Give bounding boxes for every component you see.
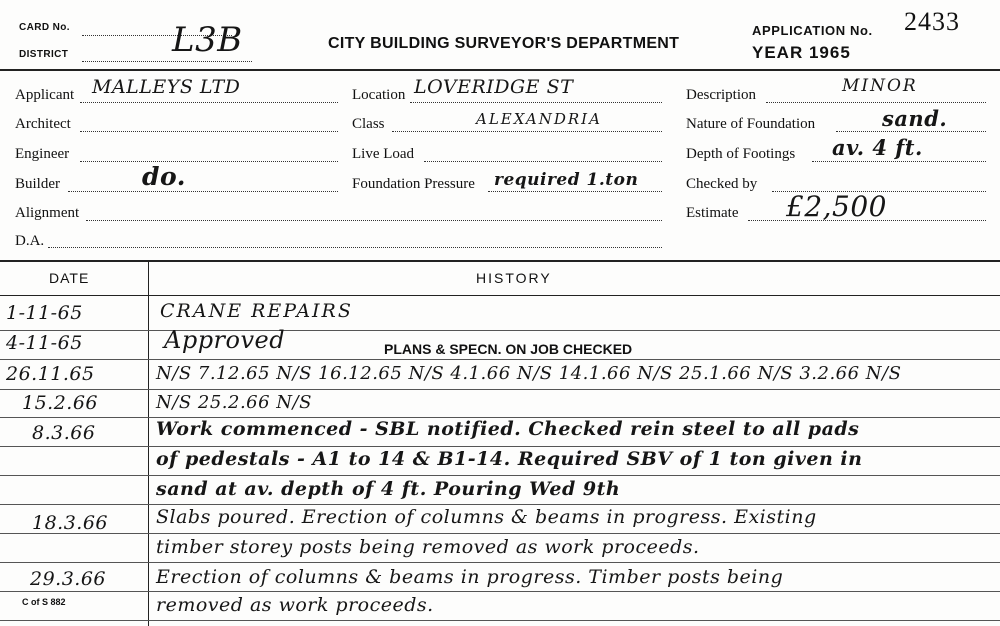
ruled-line xyxy=(0,533,1000,534)
header-divider xyxy=(0,69,1000,71)
year-label: YEAR 1965 xyxy=(752,43,851,62)
history-entry-text: N/S 7.12.65 N/S 16.12.65 N/S 4.1.66 N/S 14.1.66 N/S 25.1.66 N/S 3.2.66 N/S xyxy=(156,363,902,384)
class-value: ALEXANDRIA xyxy=(476,110,602,128)
form-code: C of S 882 xyxy=(22,597,66,607)
ruled-line xyxy=(0,330,1000,331)
history-entry-text: Work commenced - SBL notified. Checked rein steel to all pads xyxy=(156,418,860,440)
ruled-line xyxy=(0,359,1000,360)
ruled-line xyxy=(0,389,1000,390)
card-no-label: CARD No. xyxy=(19,22,70,33)
history-entry-text: N/S 25.2.66 N/S xyxy=(156,392,312,413)
history-date: 15.2.66 xyxy=(22,392,99,414)
applicant-line xyxy=(80,102,338,103)
depth-of-footings-line xyxy=(812,161,986,162)
ruled-line xyxy=(0,446,1000,447)
district-label: DISTRICT xyxy=(19,49,69,60)
checked-by-label: Checked by xyxy=(686,176,758,192)
history-date: 1-11-65 xyxy=(6,302,83,324)
description-label: Description xyxy=(686,87,756,103)
location-label: Location xyxy=(352,87,406,103)
description-line xyxy=(766,102,986,103)
history-date: 26.11.65 xyxy=(6,363,95,385)
applicant-value: MALLEYS LTD xyxy=(92,76,241,98)
history-entry-text: Erection of columns & beams in progress. Timber posts being xyxy=(156,566,784,588)
ruled-line xyxy=(0,475,1000,476)
da-label: D.A. xyxy=(15,233,45,249)
location-value: LOVERIDGE ST xyxy=(414,76,574,98)
builder-label: Builder xyxy=(15,176,60,192)
builder-line xyxy=(68,191,338,192)
history-entry-text: of pedestals - A1 to 14 & B1-14. Required SBV of 1 ton given in xyxy=(156,448,863,470)
history-header-rule xyxy=(0,295,1000,296)
plans-checked-stamp: PLANS & SPECN. ON JOB CHECKED xyxy=(384,341,633,357)
history-entry-text: sand at av. depth of 4 ft. Pouring Wed 9th xyxy=(156,478,621,500)
architect-label: Architect xyxy=(15,116,71,132)
history-date: 18.3.66 xyxy=(32,512,109,534)
history-entry-text: removed as work proceeds. xyxy=(156,594,434,616)
applicant-label: Applicant xyxy=(15,87,75,103)
builder-value: do. xyxy=(142,162,186,191)
nature-of-foundation-label: Nature of Foundation xyxy=(686,116,816,132)
ruled-line xyxy=(0,504,1000,505)
history-entry-text: Slabs poured. Erection of columns & beams in progress. Existing xyxy=(156,506,817,528)
foundation-pressure-line xyxy=(488,191,662,192)
history-entry-text: Approved xyxy=(164,326,286,354)
class-label: Class xyxy=(352,116,385,132)
engineer-line xyxy=(80,161,338,162)
history-entry-text: CRANE REPAIRS xyxy=(160,300,353,322)
foundation-pressure-label: Foundation Pressure xyxy=(352,176,475,192)
district-line xyxy=(82,61,252,62)
depth-of-footings-label: Depth of Footings xyxy=(686,146,796,162)
district-value: L3B xyxy=(172,20,243,60)
alignment-label: Alignment xyxy=(15,205,80,221)
da-line xyxy=(48,247,662,248)
alignment-line xyxy=(86,220,662,221)
foundation-pressure-value: required 1.ton xyxy=(494,170,639,190)
ruled-line xyxy=(0,591,1000,592)
history-column-header: HISTORY xyxy=(476,270,552,286)
history-date: 4-11-65 xyxy=(6,332,83,354)
live-load-line xyxy=(424,161,662,162)
history-entry-text: timber storey posts being removed as work proceeds. xyxy=(156,536,700,558)
ruled-line xyxy=(0,562,1000,563)
application-label: APPLICATION No. xyxy=(752,23,873,38)
ruled-line xyxy=(0,620,1000,621)
nature-of-foundation-line xyxy=(836,131,986,132)
estimate-label: Estimate xyxy=(686,205,739,221)
application-number: 2433 xyxy=(904,7,960,36)
location-line xyxy=(410,102,662,103)
history-date: 29.3.66 xyxy=(30,568,107,590)
description-value: MINOR xyxy=(842,76,918,96)
history-date: 8.3.66 xyxy=(32,422,96,444)
live-load-label: Live Load xyxy=(352,146,415,162)
depth-of-footings-value: av. 4 ft. xyxy=(832,135,923,160)
estimate-value: £2,500 xyxy=(786,190,887,223)
history-top-rule xyxy=(0,260,1000,262)
date-column-divider xyxy=(148,261,149,626)
date-column-header: DATE xyxy=(49,270,90,286)
nature-of-foundation-value: sand. xyxy=(882,106,948,131)
architect-line xyxy=(80,131,338,132)
department-title: CITY BUILDING SURVEYOR'S DEPARTMENT xyxy=(328,35,680,52)
engineer-label: Engineer xyxy=(15,146,70,162)
class-line xyxy=(392,131,662,132)
